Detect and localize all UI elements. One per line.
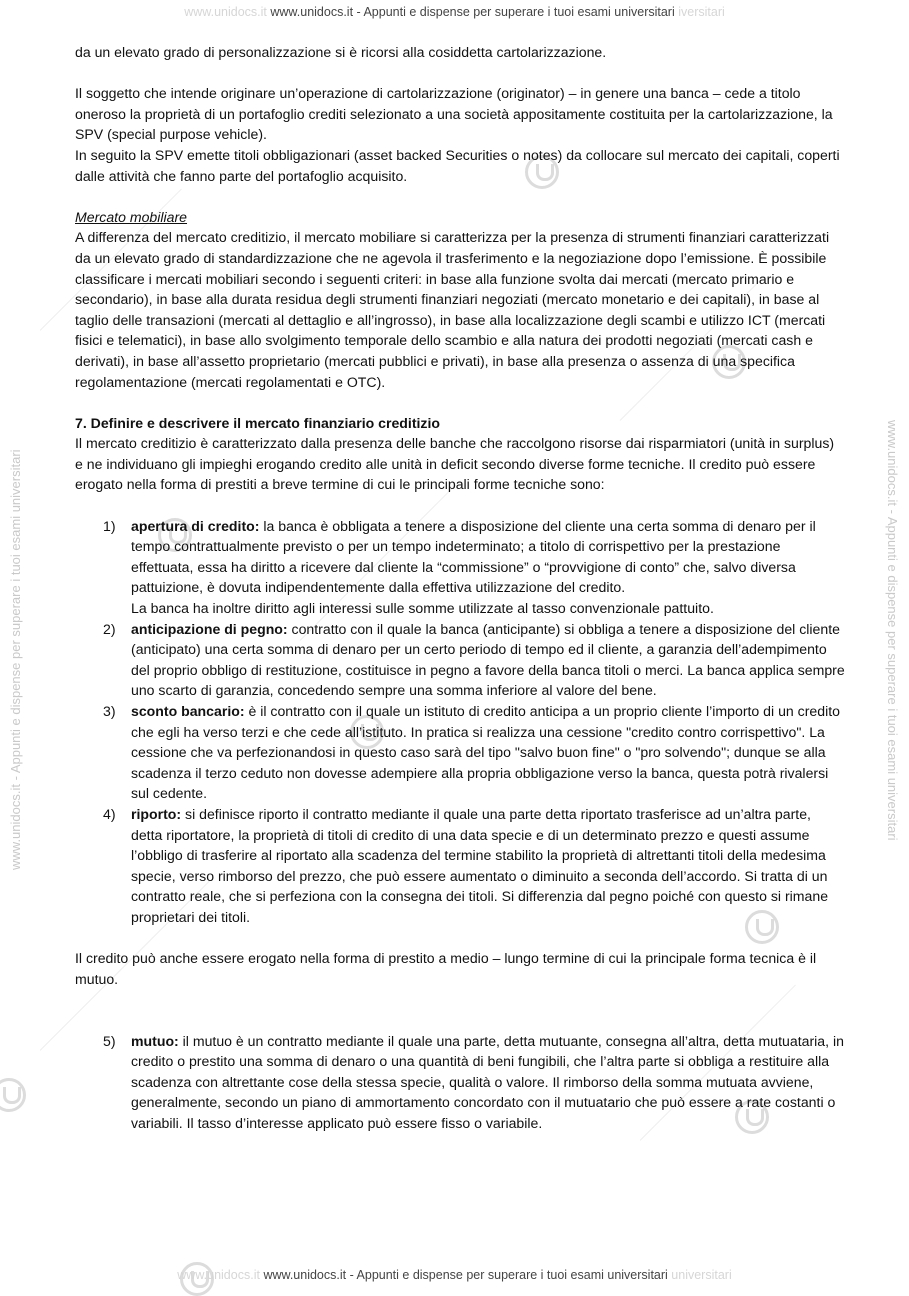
footer-text[interactable]: www.unidocs.it - Appunti e dispense per superare i tuoi esami universitari [263, 1268, 668, 1282]
side-watermark-left: www.unidocs.it - Appunti e dispense per superare i tuoi esami universitari [8, 449, 23, 870]
list-term: anticipazione di pegno: [131, 620, 288, 637]
list-term: apertura di credito: [131, 517, 260, 534]
list-text: il mutuo è un contratto mediante il quale una parte, detta mutuante, consegna all’altra, detta mutuataria, in credito o prestito una somma di denaro o una quantità di beni fungibili, che l’altra parte si obbliga a restituire alla scadenza con altrettante cose della stessa specie, qualità o valore. Il rimborso della somma mutuata avviene, generalmente, secondo un piano di ammortamento concordato con il mutuatario che può essere a rate costanti o variabili. Il tasso d’interesse applicato può essere fisso o variabile. [131, 1032, 844, 1131]
list-term: sconto bancario: [131, 703, 245, 719]
section-heading: Mercato mobiliare [75, 208, 188, 225]
question-title: 7. Definire e descrivere il mercato finanziario creditizio [75, 414, 441, 431]
list-number: 4) [103, 805, 116, 822]
list-text: contratto con il quale la banca (anticipante) si obbliga a tenere a disposizione del cliente (anticipato) una certa somma di denaro per un certo periodo di tempo ed il cliente, a garanzia dell’adempimento del proprio obbligo di restituzione, costituisce in pegno a favore della banca titoli o merci. La banca applica sempre uno scarto di garanzia, concedendo sempre una somma inferiore al valore del bene. [131, 620, 845, 699]
header-ghost-prefix: www.unidocs.it [184, 5, 267, 19]
document-body [75, 42, 845, 1133]
paragraph: Il credito può anche essere erogato nella forma di prestito a medio – lungo termine di cui la principale forma tecnica è il mutuo. [75, 950, 817, 987]
paragraph: Il mercato creditizio è caratterizzato dalla presenza delle banche che raccolgono risorse dai risparmiatori (unità in surplus) e ne individuano gli impieghi erogando credito alle unità in deficit secondo diverse forme tecniche. Il credito può essere erogato nella forma di prestiti a breve termine di cui le principali forme tecniche sono: [75, 435, 835, 493]
list-item [75, 1031, 845, 1134]
long-term-list [75, 1031, 845, 1134]
footer-banner [0, 1268, 909, 1282]
list-item [75, 701, 845, 804]
side-watermark-right: www.unidocs.it - Appunti e dispense per superare i tuoi esami universitari [885, 420, 900, 841]
list-item [75, 516, 845, 619]
list-number: 2) [103, 620, 116, 637]
header-banner [0, 5, 909, 19]
paragraph: A differenza del mercato creditizio, il mercato mobiliare si caratterizza per la presenza di strumenti finanziari caratterizzati da un elevato grado di standardizzazione che ne agevola il trasferimento e la negoziazione dopo l’emissione. È possibile classificare i mercati mobiliari secondo i seguenti criteri: in base alla funzione svolta dai mercati (mercato primario e secondario), in base alla durata residua degli strumenti finanziari negoziati (mercato monetario e dei capitali), in base al taglio delle transazioni (mercati al dettaglio e all’ingrosso), in base alla localizzazione degli scambi e utilizzo ICT (mercati fisici e telematici), in base allo svolgimento temporale dello scambio e alla natura dei prodotti negoziati (mercati cash e derivati), in base all’assetto proprietario (mercati pubblici e privati), in base alla presenza o assenza di una specifica regolamentazione (mercati regolamentati e OTC). [75, 229, 830, 390]
list-number: 5) [103, 1032, 116, 1049]
list-text-extra: La banca ha inoltre diritto agli interessi sulle somme utilizzate al tasso convenzionale pattuito. [131, 600, 714, 617]
header-text[interactable]: www.unidocs.it - Appunti e dispense per superare i tuoi esami universitari [270, 5, 675, 19]
list-text: la banca è obbligata a tenere a disposizione del cliente una certa somma di denaro per il tempo contrattualmente previsto o per un tempo indeterminato; a titolo di corrispettivo per la prestazione effettuata, essa ha diritto a ricevere dal cliente la “commissione” o “provvigione di conto” che, salvo diversa pattuizione, è dovuta indipendentemente dalla effettiva utilizzazione del credito. [131, 517, 816, 596]
list-item [75, 619, 845, 701]
footer-ghost-prefix: www.unidocs.it [177, 1268, 260, 1282]
paragraph: da un elevato grado di personalizzazione si è ricorsi alla cosiddetta cartolarizzazione. [75, 44, 607, 60]
list-term: mutuo: [131, 1032, 179, 1049]
list-text: è il contratto con il quale un istituto di credito anticipa a un proprio cliente l’importo di un credito che egli ha verso terzi e che cede all’istituto. In pratica si realizza una cessione "credito contro corrispettivo". La cessione che va perfezionandosi in questo caso sarà del tipo "salvo buon fine" o "pro solvendo"; dunque se alla scadenza il terzo ceduto non dovesse adempiere alla propria obbligazione verso la banca, questa potrà rivalersi sul cedente. [131, 703, 840, 802]
credit-forms-list [75, 516, 845, 928]
footer-ghost-suffix: universitari [671, 1268, 732, 1282]
list-number: 1) [103, 517, 116, 534]
header-ghost-suffix: iversitari [678, 5, 725, 19]
watermark-logo-icon [0, 1078, 26, 1112]
list-item [75, 804, 845, 928]
paragraph: Il soggetto che intende originare un’operazione di cartolarizzazione (originator) – in genere una banca – cede a titolo oneroso la proprietà di un portafoglio crediti selezionato a una società appositamente costituita per la cartolarizzazione, la SPV (special purpose vehicle). [75, 85, 833, 143]
list-term: riporto: [131, 805, 182, 822]
paragraph: In seguito la SPV emette titoli obbligazionari (asset backed Securities o notes) da collocare sul mercato dei capitali, coperti dalle attività che fanno parte del portafoglio acquisito. [75, 146, 840, 184]
list-number: 3) [103, 703, 116, 719]
list-text: si definisce riporto il contratto mediante il quale una parte detta riportato trasferisce ad un’altra parte, detta riportatore, la proprietà di titoli di credito di una data specie e di un determinato prezzo e questi assume l’obbligo di trasferire al riportato alla scadenza del termine stabilito la proprietà di altrettanti titoli della medesima specie, verso rimborso del prezzo, che può essere aumentato o diminuito a seconda dell’accordo. Si tratta di un contratto reale, che si perfeziona con la consegna dei titoli. Si differenzia dal pegno poiché con questo si rimane proprietari dei titoli. [131, 805, 829, 925]
